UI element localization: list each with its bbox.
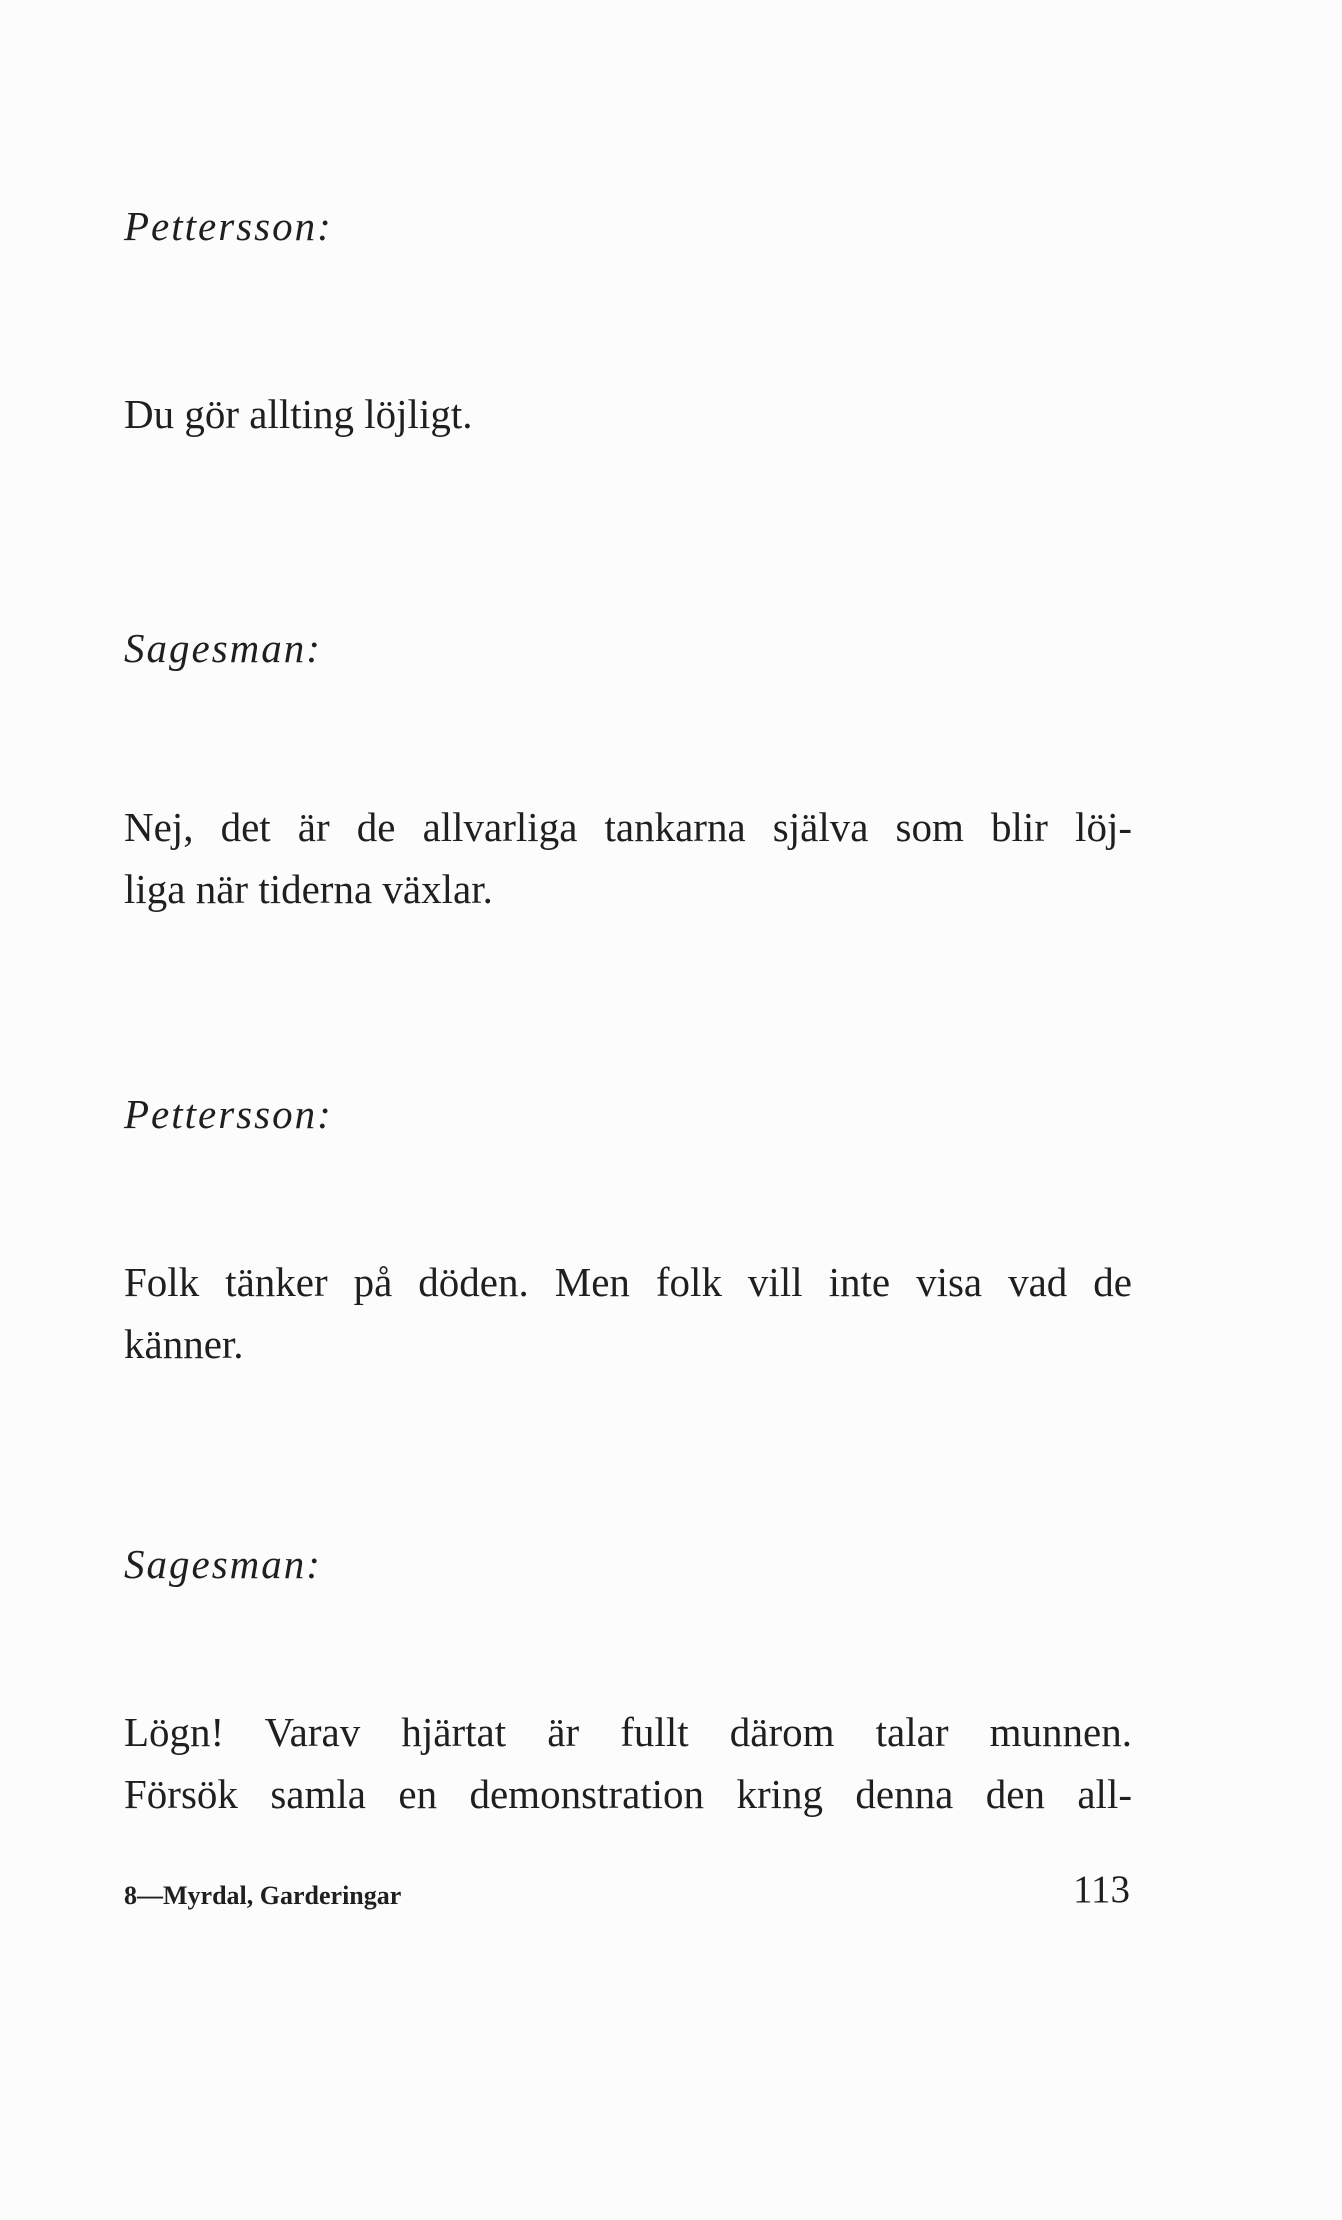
speech-line: liga när tiderna växlar. xyxy=(124,866,493,912)
speech-paragraph xyxy=(124,383,1132,445)
speech-paragraph xyxy=(124,796,1132,920)
signature-mark: 8—Myrdal, Garderingar xyxy=(124,1881,402,1910)
page-number: 113 xyxy=(1072,1868,1130,1911)
speaker-label: Pettersson: xyxy=(124,203,333,249)
speaker-label: Sagesman: xyxy=(124,1541,322,1587)
speech-line: känner. xyxy=(124,1321,244,1367)
speech-line: Du gör allting löjligt. xyxy=(124,391,473,437)
speech-line: Folk tänker på döden. Men folk vill inte visa vad de xyxy=(124,1259,1132,1305)
speaker-label: Sagesman: xyxy=(124,625,322,671)
speech-paragraph xyxy=(124,1251,1132,1375)
speech-line: Nej, det är de allvarliga tankarna själva som blir löj- xyxy=(124,804,1132,850)
speech-line: Lögn! Varav hjärtat är fullt därom talar munnen. xyxy=(124,1709,1132,1755)
speech-line: Försök samla en demonstration kring denna den all- xyxy=(124,1771,1132,1817)
speaker-label: Pettersson: xyxy=(124,1091,333,1137)
speech-paragraph xyxy=(124,1701,1132,1825)
